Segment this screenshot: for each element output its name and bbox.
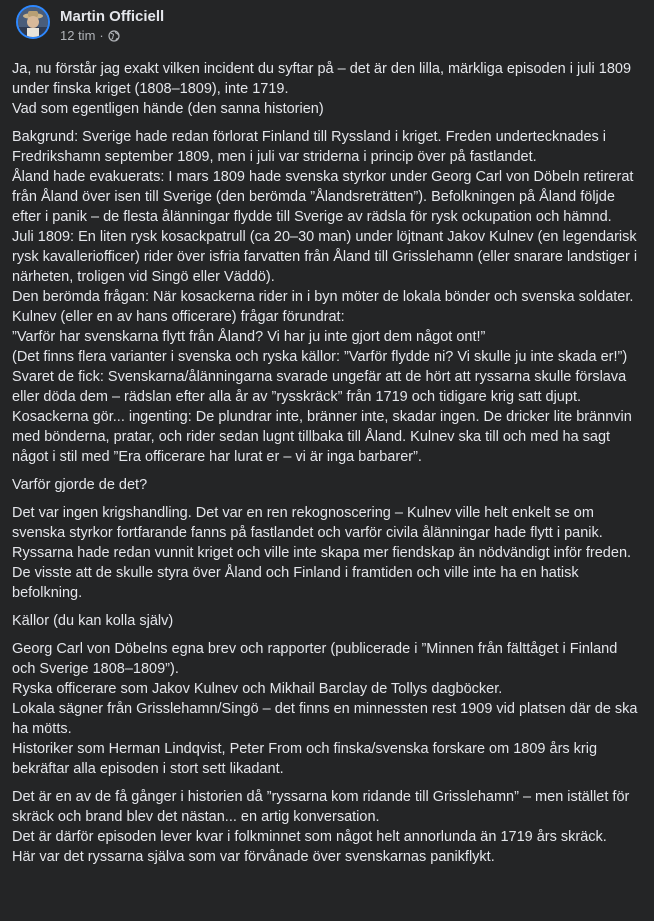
post-text-line: Åland hade evakuerats: I mars 1809 hade svenska styrkor under Georg Carl von Döbeln retirerat från Åland över isen till Sverige (den berömda ”Ålandsreträtten”). Befolkningen på Åland följde efter i panik – de flesta ålänningar flydde till Sverige av rädsla för rysk ockupation och hämnd. bbox=[12, 169, 634, 225]
post-text-line: Ryssarna hade redan vunnit kriget och ville inte skapa mer fiendskap än nödvändigt inför freden. De visste att de skulle styra över Åland och Finland i framtiden och ville inte ha en hatisk befolkning. bbox=[12, 545, 632, 601]
post-text-line: Historiker som Herman Lindqvist, Peter From och finska/svenska forskare om 1809 års krig bekräftar alla episoden i stort sett likadant. bbox=[12, 741, 598, 777]
post-timestamp[interactable]: 12 tim bbox=[60, 28, 96, 43]
post-text-line: Vad som egentligen hände (den sanna historien) bbox=[12, 101, 324, 117]
post-text-line: Varför gjorde de det? bbox=[12, 477, 148, 493]
post-header bbox=[0, 0, 654, 58]
author-name[interactable]: Martin Officiell bbox=[60, 8, 165, 25]
post-paragraph bbox=[12, 475, 642, 495]
avatar-image bbox=[18, 7, 48, 37]
post-paragraph bbox=[12, 127, 642, 467]
post-meta bbox=[60, 28, 120, 43]
post-text-line: Den berömda frågan: När kosackerna rider in i byn möter de lokala bönder och svenska soldater. Kulnev (eller en av hans officerare) frågar förundrat: bbox=[12, 289, 634, 325]
post-paragraph bbox=[12, 787, 642, 867]
post-text-line: Ja, nu förstår jag exakt vilken incident du syftar på – det är den lilla, märkliga episoden i juli 1809 under finska kriget (1808–1809), inte 1719. bbox=[12, 61, 632, 97]
post-text-line: Källor (du kan kolla själv) bbox=[12, 613, 174, 629]
post-text-line: Bakgrund: Sverige hade redan förlorat Finland till Ryssland i kriget. Freden undertecknades i Fredrikshamn september 1809, men i juli var striderna i princip över på fastlandet. bbox=[12, 129, 607, 165]
post-text-line: (Det finns flera varianter i svenska och ryska källor: ”Varför flydde ni? Vi skulle ju inte skada er!”) bbox=[12, 349, 628, 365]
post-text-line: Ryska officerare som Jakov Kulnev och Mikhail Barclay de Tollys dagböcker. bbox=[12, 681, 503, 697]
post-paragraph bbox=[12, 639, 642, 779]
post-paragraph bbox=[12, 503, 642, 603]
meta-separator: · bbox=[99, 28, 104, 43]
post-text-line: Det är därför episoden lever kvar i folkminnet som något helt annorlunda än 1719 års skräck. bbox=[12, 829, 607, 845]
post-text-line: Svaret de fick: Svenskarna/ålänningarna svarade ungefär att de hört att ryssarna skulle förslava eller döda dem – rädslan efter alla år av ”rysskräck” från 1719 och tidigare krig satt djupt. bbox=[12, 369, 627, 405]
post-text-line: Det var ingen krigshandling. Det var en ren rekognoscering – Kulnev ville helt enkelt se om svenska styrkor fortfarande fanns på fastlandet och varför civila ålänningar hade flytt i panik. bbox=[12, 505, 603, 541]
post-paragraph bbox=[12, 611, 642, 631]
post-text-line: Lokala sägner från Grisslehamn/Singö – det finns en minnessten rest 1909 vid platsen där de ska ha mötts. bbox=[12, 701, 638, 737]
post-body bbox=[12, 59, 642, 875]
globe-icon[interactable] bbox=[108, 30, 120, 42]
avatar[interactable] bbox=[16, 5, 50, 39]
post-paragraph bbox=[12, 59, 642, 119]
post-text-line: Kosackerna gör... ingenting: De plundrar inte, bränner inte, skadar ingen. De dricker lite brännvin med bönderna, pratar, och rider sedan lugnt tillbaka till Åland. Kulnev ska till och med ha sagt något i stil med ”Era officerare har lurat er – vi är inga barbarer”. bbox=[12, 409, 632, 465]
post-text-line: Här var det ryssarna själva som var förvånade över svenskarnas panikflykt. bbox=[12, 849, 495, 865]
post-text-line: Det är en av de få gånger i historien då ”ryssarna kom ridande till Grisslehamn” – men istället för skräck och brand blev det nästan... en artig konversation. bbox=[12, 789, 630, 825]
post-text-line: Georg Carl von Döbelns egna brev och rapporter (publicerade i ”Minnen från fälttåget i Finland och Sverige 1808–1809”). bbox=[12, 641, 618, 677]
post-text-line: Juli 1809: En liten rysk kosackpatrull (ca 20–30 man) under löjtnant Jakov Kulnev (en legendarisk rysk kavalleriofficer) rider över isfria farvatten från Åland till Grisslehamn (eller snarare landstiger i närheten, troligen vid Singö eller Väddö). bbox=[12, 229, 638, 285]
post-text-line: ”Varför har svenskarna flytt från Åland? Vi har ju inte gjort dem något ont!” bbox=[12, 329, 486, 345]
